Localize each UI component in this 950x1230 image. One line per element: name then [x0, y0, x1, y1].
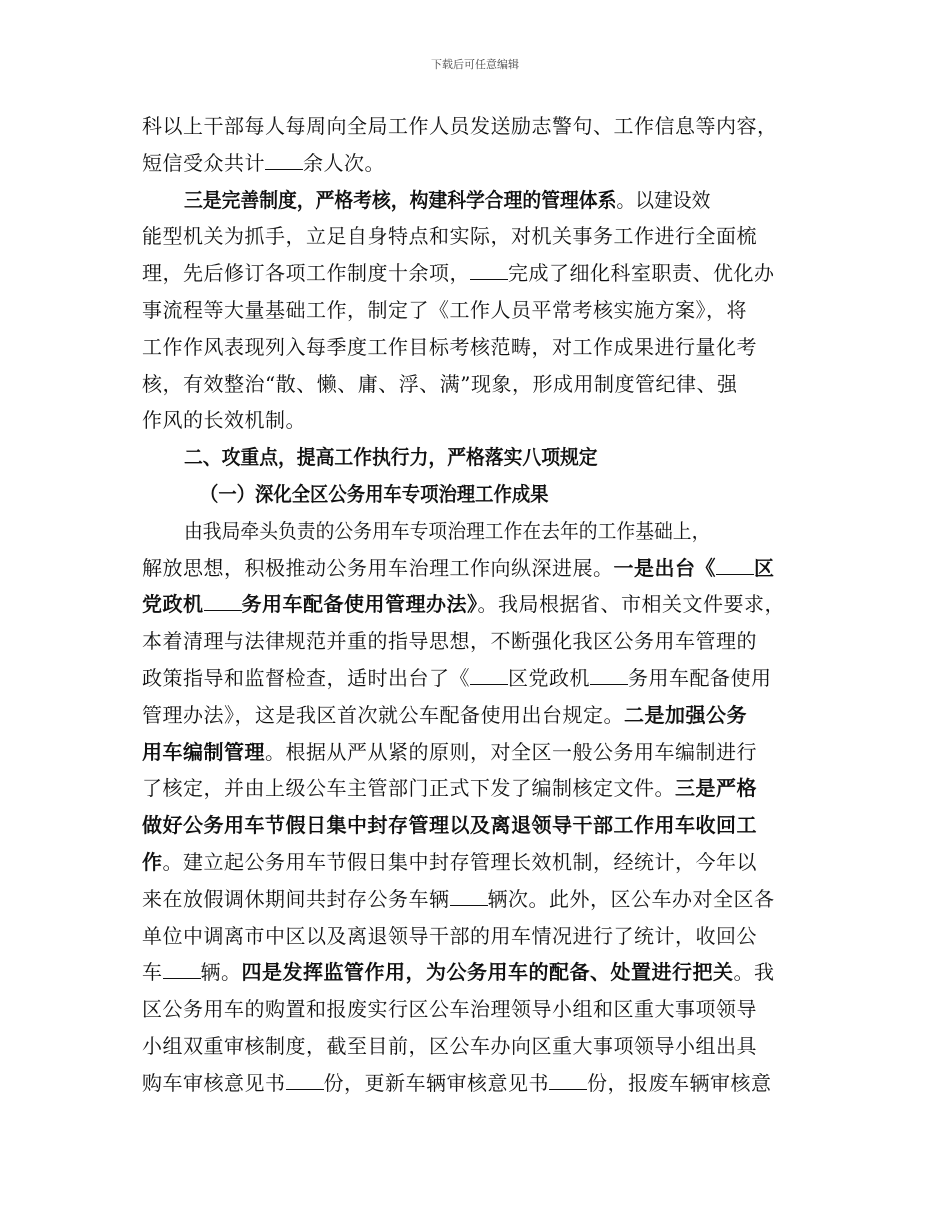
bold-text: 区	[754, 555, 775, 580]
body-text: 管理办法》，这是我区首次就公车配备使用出台规定。	[142, 702, 624, 727]
text-line	[142, 1065, 842, 1102]
text-line	[142, 255, 842, 292]
text-line	[142, 918, 842, 955]
text-line	[142, 881, 842, 918]
body-text: 了核定，并由上级公车主管部门正式下发了编制核定文件。	[142, 776, 675, 801]
body-text: 由我局牵头负责的公务用车专项治理工作在去年的工作基础上，	[184, 518, 711, 543]
bold-text: 做好公务用车节假日集中封存管理以及离退领导干部工作用车收回工	[142, 813, 757, 838]
fill-in-blank	[265, 145, 303, 170]
body-text: 理，先后修订各项工作制度十余项，	[142, 261, 470, 286]
bold-text: 作	[142, 850, 163, 874]
text-line	[142, 550, 842, 587]
body-text: 份，更新车辆审核意见书	[323, 1070, 549, 1095]
bold-text: 务用车配备使用管理办法》	[241, 592, 478, 617]
body-text: 短信受众共计	[142, 150, 265, 175]
text-line	[142, 329, 842, 366]
body-text: 余人次。	[303, 150, 385, 175]
text-line	[142, 660, 842, 697]
body-text: 能型机关为抓手，立足自身特点和实际，对机关事务工作进行全面梳	[142, 224, 757, 249]
body-text: 辆次。此外，区公车办对全区各	[487, 886, 775, 911]
text-line	[142, 145, 842, 182]
bold-text: 二是加强公务	[624, 702, 747, 727]
body-text: 单位中调离市中区以及离退领导干部的用车情况进行了统计，收回公	[142, 923, 757, 948]
fill-in-blank	[716, 550, 754, 575]
text-line	[142, 108, 842, 145]
text-line	[142, 366, 842, 403]
body-text: 完成了细化科室职责、优化办	[508, 261, 775, 286]
text-line	[142, 218, 842, 255]
text-line	[142, 623, 842, 660]
text-line	[142, 844, 842, 881]
bold-text: 一是出台《	[613, 555, 716, 580]
body-text: 购车审核意见书	[142, 1070, 286, 1095]
body-text: 作风的长效机制。	[142, 408, 306, 433]
fill-in-blank	[549, 1065, 587, 1090]
body-text: 解放思想，积极推动公务用车治理工作向纵深进展。	[142, 555, 614, 580]
bold-text: 四是发挥监管作用，为公务用车的配备、处置进行把关	[241, 960, 734, 985]
body-text: 小组双重审核制度，截至目前，区公车办向区重大事项领导小组出具	[142, 1034, 757, 1058]
text-line	[184, 513, 842, 550]
page-header: 下载后可任意编辑	[431, 58, 519, 71]
body-text: 务用车配备使用	[628, 666, 772, 690]
text-line	[142, 991, 842, 1028]
body-text: 。我	[733, 960, 775, 985]
bold-text: 二、攻重点，提高工作执行力，严格落实八项规定	[184, 445, 598, 470]
text-line	[184, 182, 842, 219]
body-text: 区党政机	[508, 666, 590, 690]
body-text: 区公务用车的购置和报废实行区公车治理领导小组和区重大事项领导	[142, 997, 757, 1022]
body-text: 车	[142, 960, 163, 985]
body-text: 核，有效整治“散、懒、庸、浮、满”现象，形成用制度管纪律、强	[142, 371, 738, 396]
body-text: 工作作风表现列入每季度工作目标考核范畴，对工作成果进行量化考	[142, 334, 757, 359]
body-text: 科以上干部每人每周向全局工作人员发送励志警句、工作信息等内容，	[142, 114, 778, 138]
text-line	[142, 697, 842, 734]
text-line	[184, 439, 842, 476]
text-line	[142, 807, 842, 844]
body-text: 份，报废车辆审核意	[587, 1070, 772, 1095]
bold-text: 三是严格	[675, 776, 757, 801]
fill-in-blank	[470, 660, 508, 685]
fill-in-blank	[204, 586, 242, 611]
fill-in-blank	[590, 660, 628, 685]
body-text: 来在放假调休期间共封存公务车辆	[142, 886, 450, 911]
fill-in-blank	[450, 881, 488, 906]
body-text: 。根据从严从紧的原则，对全区一般公务用车编制进行	[265, 739, 757, 764]
fill-in-blank	[286, 1065, 324, 1090]
fill-in-blank	[163, 954, 201, 979]
text-line	[142, 770, 842, 807]
body-text: 辆。	[200, 960, 242, 985]
bold-text: 三是完善制度，严格考核，构建科学合理的管理体系	[184, 187, 617, 212]
text-line	[142, 954, 842, 991]
text-line	[142, 402, 842, 439]
body-text: 。我局根据省、市相关文件要求，	[477, 592, 785, 617]
body-text: 事流程等大量基础工作，制定了《工作人员平常考核实施方案》，将	[142, 298, 747, 322]
bold-text: （一）深化全区公务用车专项治理工作成果	[200, 482, 549, 506]
body-text: 。以建设效	[616, 187, 711, 212]
fill-in-blank	[470, 255, 508, 280]
body-text: 政策指导和监督检查，适时出台了《	[142, 666, 470, 690]
body-text: 本着清理与法律规范并重的指导思想，不断强化我区公务用车管理的	[142, 629, 757, 654]
text-line	[142, 1028, 842, 1065]
text-line	[142, 292, 842, 329]
text-line	[200, 476, 842, 513]
body-text: 。建立起公务用车节假日集中封存管理长效机制，经统计，今年以	[162, 850, 757, 874]
text-line	[142, 586, 842, 623]
text-line	[142, 734, 842, 771]
bold-text: 党政机	[142, 592, 204, 617]
bold-text: 用车编制管理	[142, 739, 265, 764]
